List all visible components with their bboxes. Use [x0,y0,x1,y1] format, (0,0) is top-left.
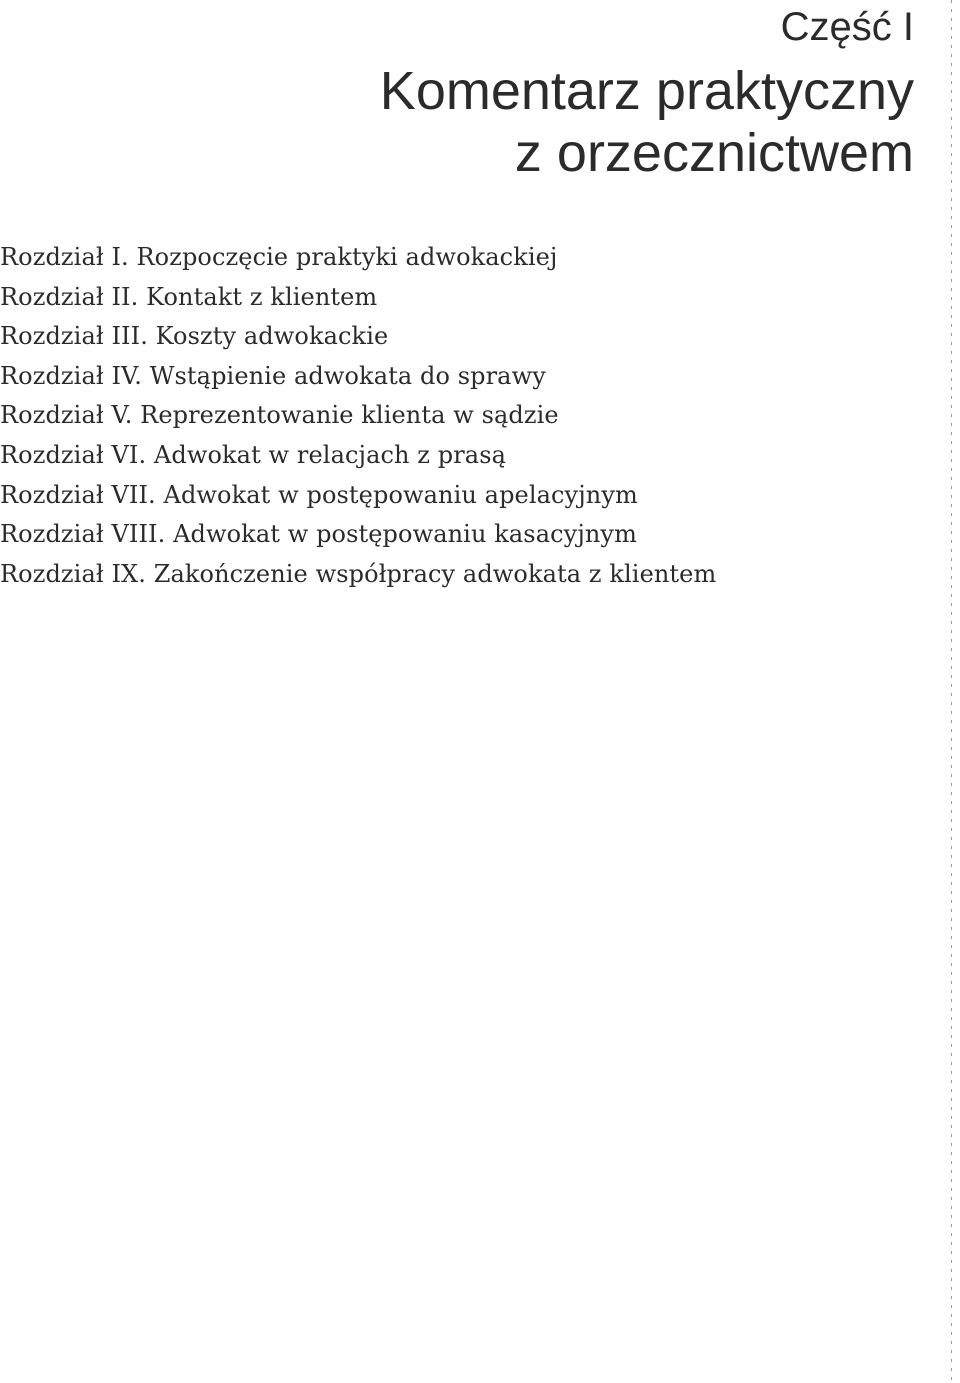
part-title-line-2: z orzecznictwem [514,123,914,183]
chapter-item-9: Rozdział IX. Zakończenie współpracy adwokata z klientem [0,559,717,588]
chapter-list [0,238,716,594]
chapter-item-8: Rozdział VIII. Adwokat w postępowaniu kasacyjnym [0,520,637,549]
chapter-item-2: Rozdział II. Kontakt z klientem [0,282,378,311]
part-label: Część I [780,5,914,49]
chapter-item-3: Rozdział III. Koszty adwokackie [0,322,389,351]
chapter-item-1: Rozdział I. Rozpoczęcie praktyki adwokackiej [0,243,558,271]
chapter-item-7: Rozdział VII. Adwokat w postępowaniu apelacyjnym [0,480,638,509]
part-title-line-1: Komentarz praktyczny [379,61,914,121]
part-header [380,0,914,184]
chapter-item-6: Rozdział VI. Adwokat w relacjach z prasą [0,440,507,469]
part-title [380,60,914,184]
chapter-item-5: Rozdział V. Reprezentowanie klienta w sądzie [0,401,559,430]
page-edge-dotted-line [951,0,952,1383]
chapter-item-4: Rozdział IV. Wstąpienie adwokata do sprawy [0,361,546,390]
